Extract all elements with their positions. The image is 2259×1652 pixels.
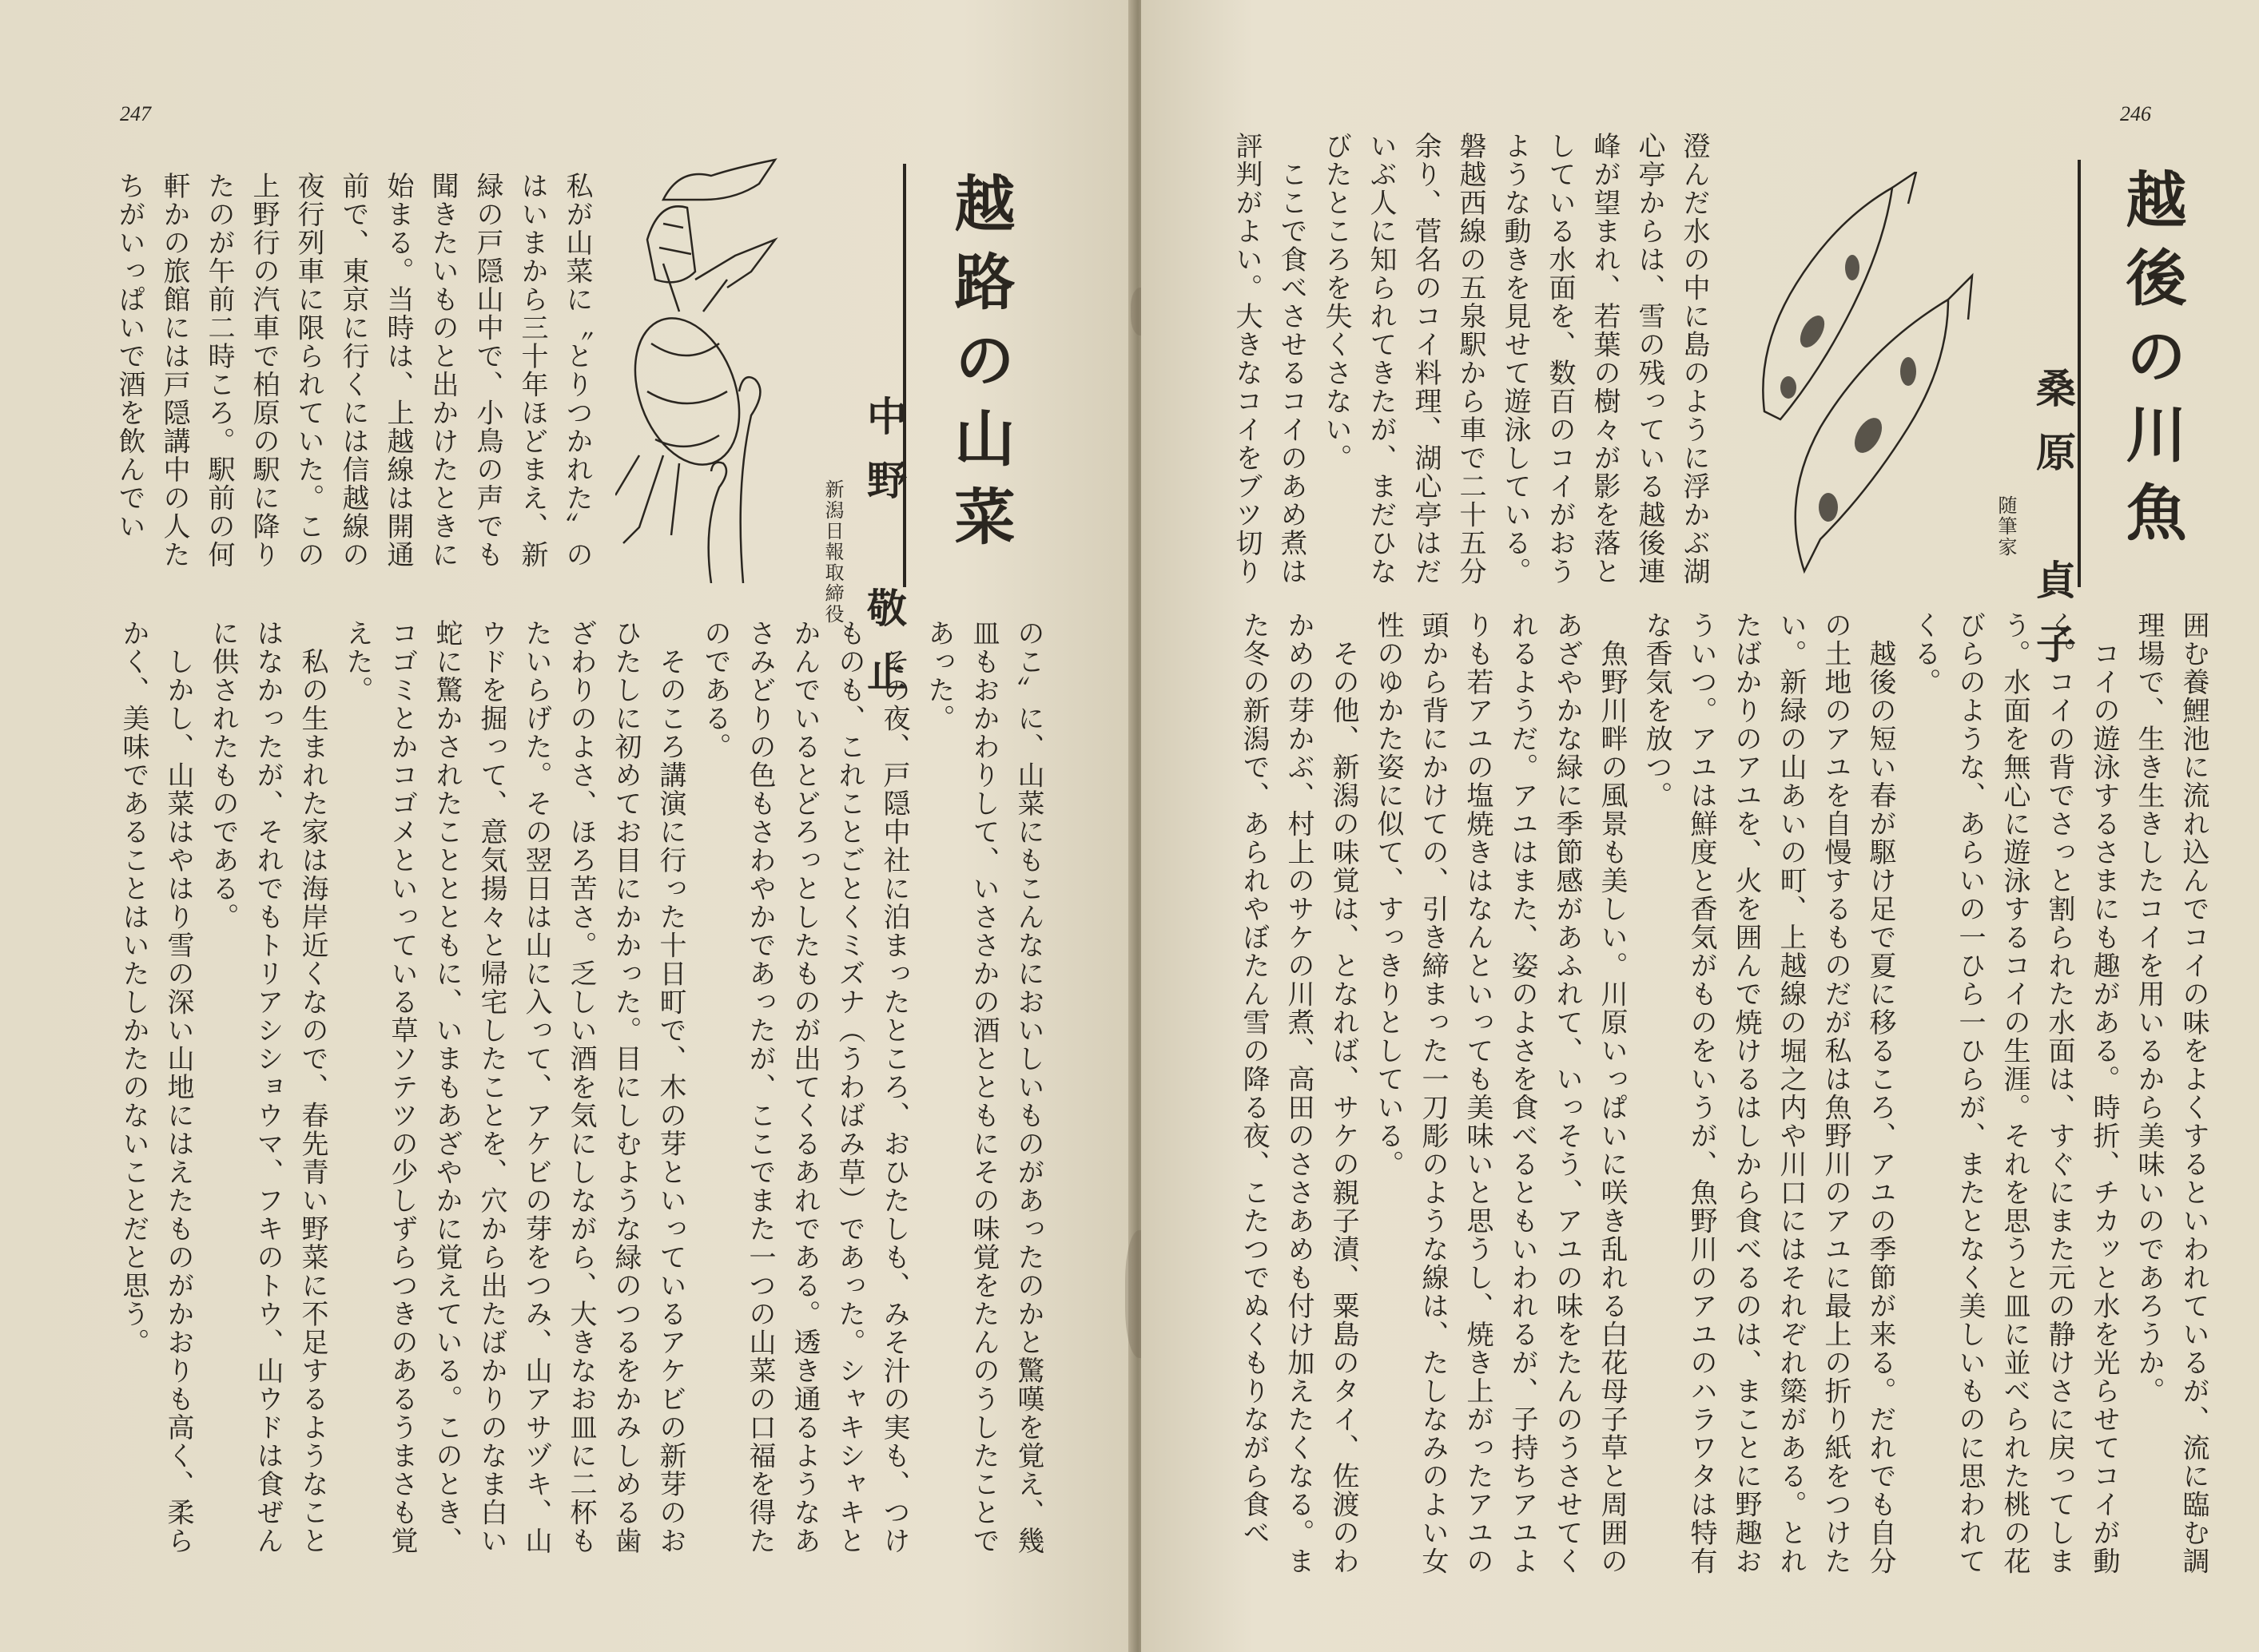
page-number: 246 [2120, 102, 2151, 125]
right-page [1141, 0, 2259, 1652]
lower-text-block: 囲む養鯉池に流れ込んでコイの味をよくするといわれているが、流に臨む調理場で、生き生きしたコイを用いるから美味いのであろうか。 コイの遊泳するさまにも趣がある。時折、チカッと水を光らせてコイが動く。コイの背でさっと割られた水面は、すぐにまた元の静けさに戻ってしまう。水面を無心に遊泳するコイの生涯。それを思うと皿に並べられた桃の花びらのような、あらいの一ひら一ひらが、またとなく美しいものに思われてくる。 越後の短い春が駆け足で夏に移るころ、アユの季節が来る。だれでも自分の土地のアユを自慢するものだが私は魚野川のアユに最上の折り紙をつけたい。新緑の山あいの町、上越線の堀之内や川口にはそれぞれ簗がある。とれたばかりのアユを、火を囲んで焼けるはしから食べるのは、まことに野趣おういつ。アユは鮮度と香気がものをいうが、魚野川のアユのハラワタは特有な香気を放つ。 魚野川畔の風景も美しい。川原いっぱいに咲き乱れる白花母子草と周囲のあざやかな緑に季節感があふれて、いっそう、アユの味をたんのうさせてくれるようだ。アユはまた、姿のよさを食べるともいわれるが、子持ちアユよりも若アユの塩焼きはなんといっても美味いと思うし、焼き上がったアユの頭から背にかけての、引き締まった一刀彫のような線は、たしなみのよい女性のゆかた姿に似て、すっきりとしている。 その他、新潟の味覚は、となれば、サケの親子漬、粟島のタイ、佐渡のわかめの芽かぶ、村上のサケの川煮、高田のささあめも付け加えたくなる。また冬の新潟で、あられやぼたん雪の降る夜、こたつでぬくもりながら食べ [1238, 611, 2209, 1575]
author-name: 中野 敬止 [861, 395, 907, 715]
upper-text-block: 澄んだ水の中に島のように浮かぶ湖心亭からは、雪の残っている越後連峰が望まれ、若葉の樹々が影を落としている水面を、数百のコイがおうような動きを見せて遊泳している。磐越西線の五泉駅から車で二十五分余り、菅名のコイ料理、湖心亭はだいぶ人に知られてきたが、まだひなびたところを失くさない。 ここで食べさせるコイのあめ煮は評判がよい。大きなコイをブツ切り [1231, 132, 1710, 586]
author-affiliation: 随筆家 [1995, 495, 2017, 558]
upper-text-block: 私が山菜に〝とりつかれた〟のはいまから三十年ほどまえ、新緑の戸隠山中で、小鳥の声でも聞きたいものと出かけたときに始まる。当時は、上越線は開通前で、東京に行くには信越線の夜行列車に限られていた。この上野行の汽車で柏原の駅に降りたのが午前二時ころ。駅前の何軒かの旅館には戸隠講中の人たちがいっぱいで酒を飲んでい [113, 172, 593, 569]
bamboo-shoot-illustration [615, 152, 799, 583]
carp-illustration [1732, 172, 1988, 579]
article-title: 越路の山菜 [945, 172, 1016, 563]
author-affiliation: 新潟日報取締役 [821, 479, 844, 625]
author-name: 桑原 貞子 [2030, 367, 2076, 687]
page-number: 247 [120, 102, 151, 125]
lower-text-block: のこ〟に、山菜にもこんなにおいしいものがあったのかと驚嘆を覚え、幾皿もおかわりして、いささかの酒とともにその味覚をたんのうしたことであった。 その夜、戸隠中社に泊まったところ、おひたしも、みそ汁の実も、つけものも、これことごとくミズナ（うわばみ草）であった。シャキシャキとかんでいるとどろっとしたものが出てくるあれである。透き通るようなあさみどりの色もさわやかであったが、ここでまた一つの山菜の口福を得たのである。 そのころ講演に行った十日町で、木の芽といっているアケビの新芽のおひたしに初めてお目にかかった。目にしむような緑のつるをかみしめる歯ざわりのよさ、ほろ苦さ。乏しい酒を気にしながら、大きなお皿に二杯もたいらげた。その翌日は山に入って、アケビの芽をつみ、山アサヅキ、山ウドを掘って、意気揚々と帰宅したことを、穴から出たばかりのなま白い蛇に驚かされたこととともに、いまもあざやかに覚えている。このとき、コゴミとかコゴメといっている草ソテツの少しずらつきのあるうまさも覚えた。 私の生まれた家は海岸近くなので、春先青い野菜に不足するようなことはなかったが、それでもトリアシショウマ、フキのトウ、山ウドは食ぜんに供されたものである。 しかし、山菜はやはり雪の深い山地にはえたものがかおりも高く、柔らかく、美味であることはいたしかたのないことだと思う。 [117, 619, 1044, 1555]
article-title: 越後の川魚 [2116, 168, 2187, 559]
